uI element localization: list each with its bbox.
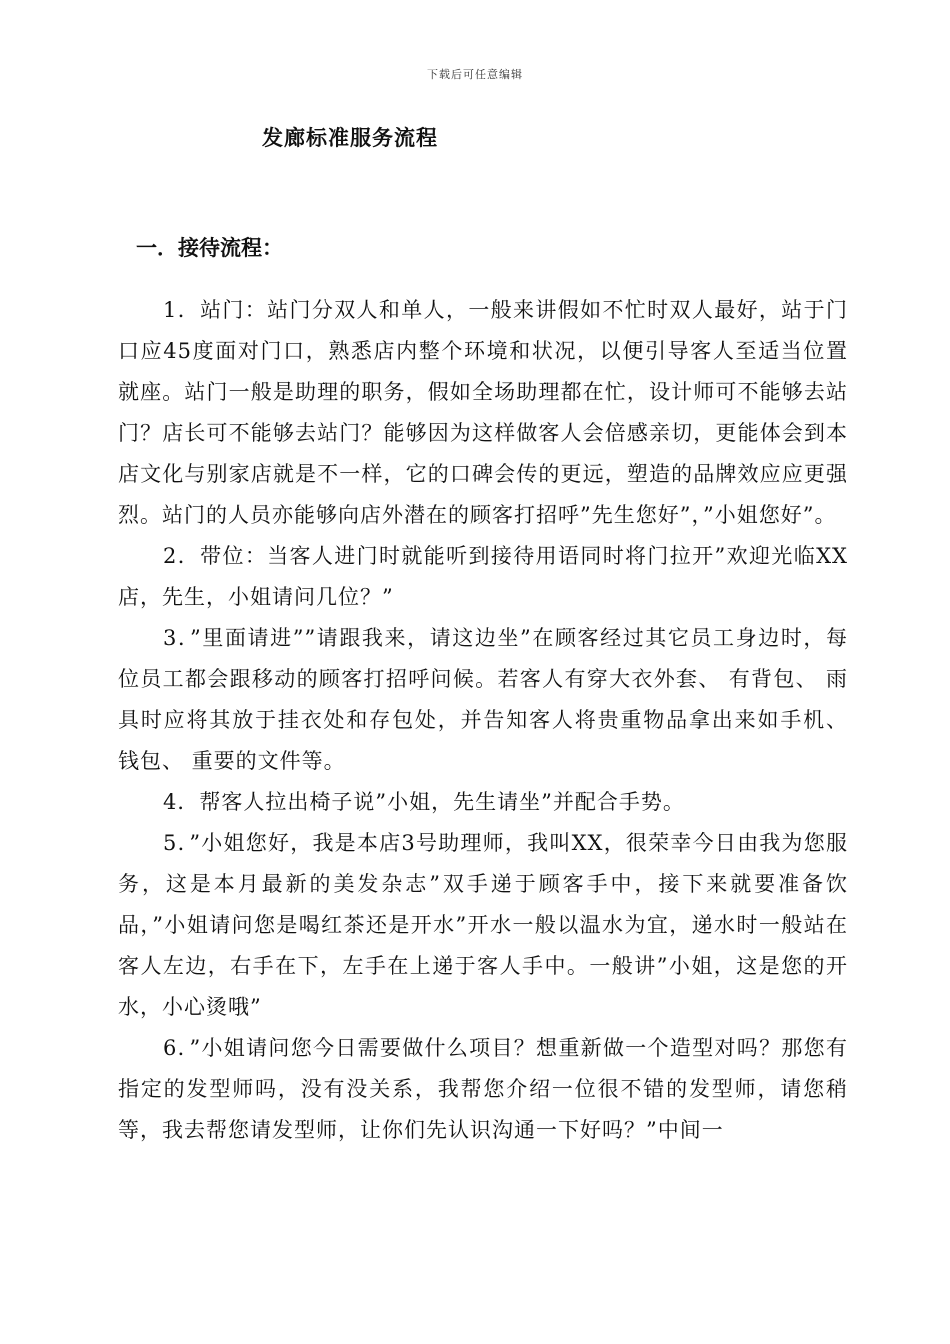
document-title: 发廊标准服务流程 bbox=[262, 126, 438, 150]
section-heading: 一．接待流程： bbox=[136, 235, 283, 260]
header-note: 下载后可任意编辑 bbox=[427, 68, 523, 81]
paragraph-5: 5．”小姐您好，我是本店3号助理师，我叫XX，很荣幸今日由我为您服务，这是本月最新的美发杂志”双手递于顾客手中，接下来就要准备饮品，”小姐请问您是喝红茶还是开水”开水一般以温水为宜，递水时一般站在客人左边，右手在下，左手在上递于客人手中。一般讲”小姐，这是您的开水，小心烫哦” bbox=[118, 831, 848, 1019]
paragraph-3: 3．”里面请进””请跟我来，请这边坐”在顾客经过其它员工身边时，每位员工都会跟移动的顾客打招呼问候。若客人有穿大衣外套、 有背包、 雨具时应将其放于挂衣处和存包处，并告知客人将贵重物品拿出来如手机、 钱包、 重要的文件等。 bbox=[118, 626, 848, 773]
paragraph-6: 6．”小姐请问您今日需要做什么项目？想重新做一个造型对吗？那您有指定的发型师吗，没有没关系，我帮您介绍一位很不错的发型师，请您稍等，我去帮您请发型师，让你们先认识沟通一下好吗？”中间一 bbox=[118, 1036, 848, 1142]
paragraph-4: 4．帮客人拉出椅子说”小姐，先生请坐”并配合手势。 bbox=[163, 790, 685, 814]
document-body bbox=[118, 290, 848, 1151]
paragraph-2: 2．带位：当客人进门时就能听到接待用语同时将门拉开”欢迎光临XX店，先生，小姐请问几位？” bbox=[118, 544, 848, 609]
paragraph-1: 1．站门：站门分双人和单人，一般来讲假如不忙时双人最好，站于门口应45度面对门口，熟悉店内整个环境和状况，以便引导客人至适当位置就座。站门一般是助理的职务，假如全场助理都在忙，设计师可不能够去站门？店长可不能够去站门？能够因为这样做客人会倍感亲切，更能体会到本店文化与别家店就是不一样，它的口碑会传的更远，塑造的品牌效应应更强烈。站门的人员亦能够向店外潜在的顾客打招呼”先生您好”，”小姐您好”。 bbox=[118, 298, 848, 527]
